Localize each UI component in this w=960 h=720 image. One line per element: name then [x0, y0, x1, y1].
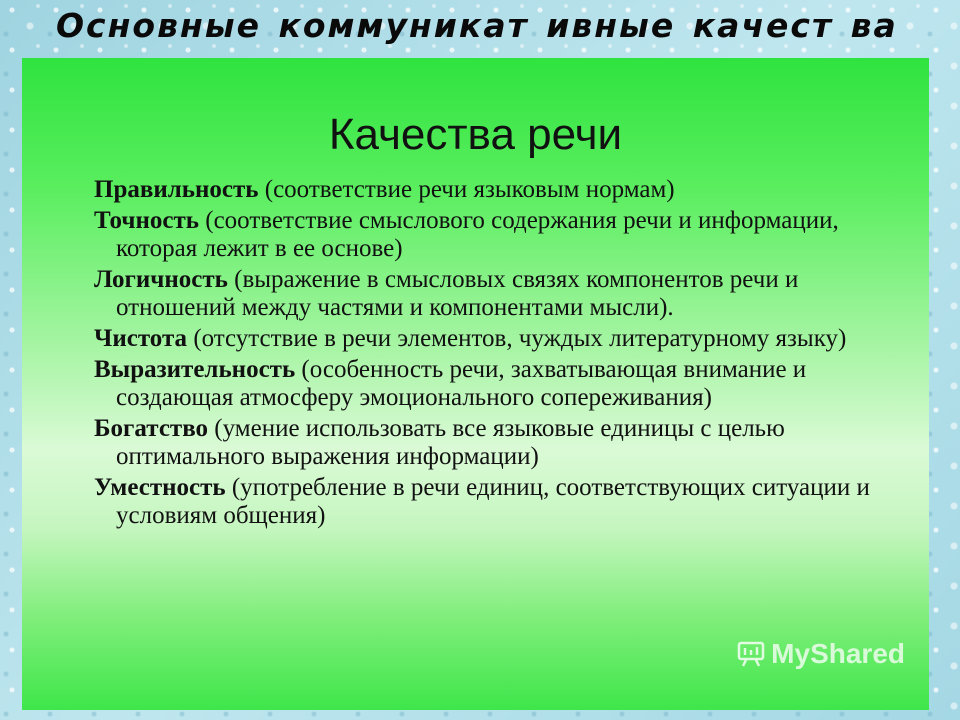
content-panel — [22, 58, 929, 710]
quality-description: (особенность речи, захватывающая внимание и создающая атмосферу эмоционального сопереживания) — [116, 356, 807, 411]
quality-term: Чистота — [94, 325, 188, 352]
quality-description: (употребление в речи единиц, соответствующих ситуации и условиям общения) — [116, 474, 870, 529]
quality-item-purity — [94, 325, 894, 353]
qualities-list — [94, 176, 894, 533]
quality-item-richness — [94, 415, 894, 471]
panel-heading: Качества речи — [328, 110, 623, 159]
quality-term: Правильность — [94, 176, 259, 203]
quality-term: Выразительность — [94, 356, 296, 383]
quality-item-expressiveness — [94, 356, 894, 412]
quality-term: Точность — [94, 207, 200, 234]
quality-term: Уместность — [94, 474, 226, 501]
quality-item-correctness — [94, 176, 894, 204]
quality-description: (отсутствие в речи элементов, чуждых литературному языку) — [193, 325, 847, 352]
quality-description: (умение использовать все языковые единицы с целью оптимального выражения информации) — [116, 415, 785, 470]
slide-title: Основные коммуникат ивные качест ва — [56, 6, 898, 45]
myshared-watermark — [737, 638, 905, 670]
quality-term: Логичность — [94, 266, 228, 293]
quality-item-accuracy — [94, 207, 894, 263]
presentation-board-icon — [737, 641, 765, 667]
quality-description: (выражение в смысловых связях компонентов речи и отношений между частями и компонентами мысли). — [116, 266, 799, 321]
quality-item-appropriateness — [94, 474, 894, 530]
quality-description: (соответствие смыслового содержания речи и информации, которая лежит в ее основе) — [116, 207, 839, 262]
quality-term: Богатство — [94, 415, 209, 442]
quality-description: (соответствие речи языковым нормам) — [264, 176, 675, 203]
watermark-text: MyShared — [771, 638, 905, 669]
quality-item-logic — [94, 266, 894, 322]
